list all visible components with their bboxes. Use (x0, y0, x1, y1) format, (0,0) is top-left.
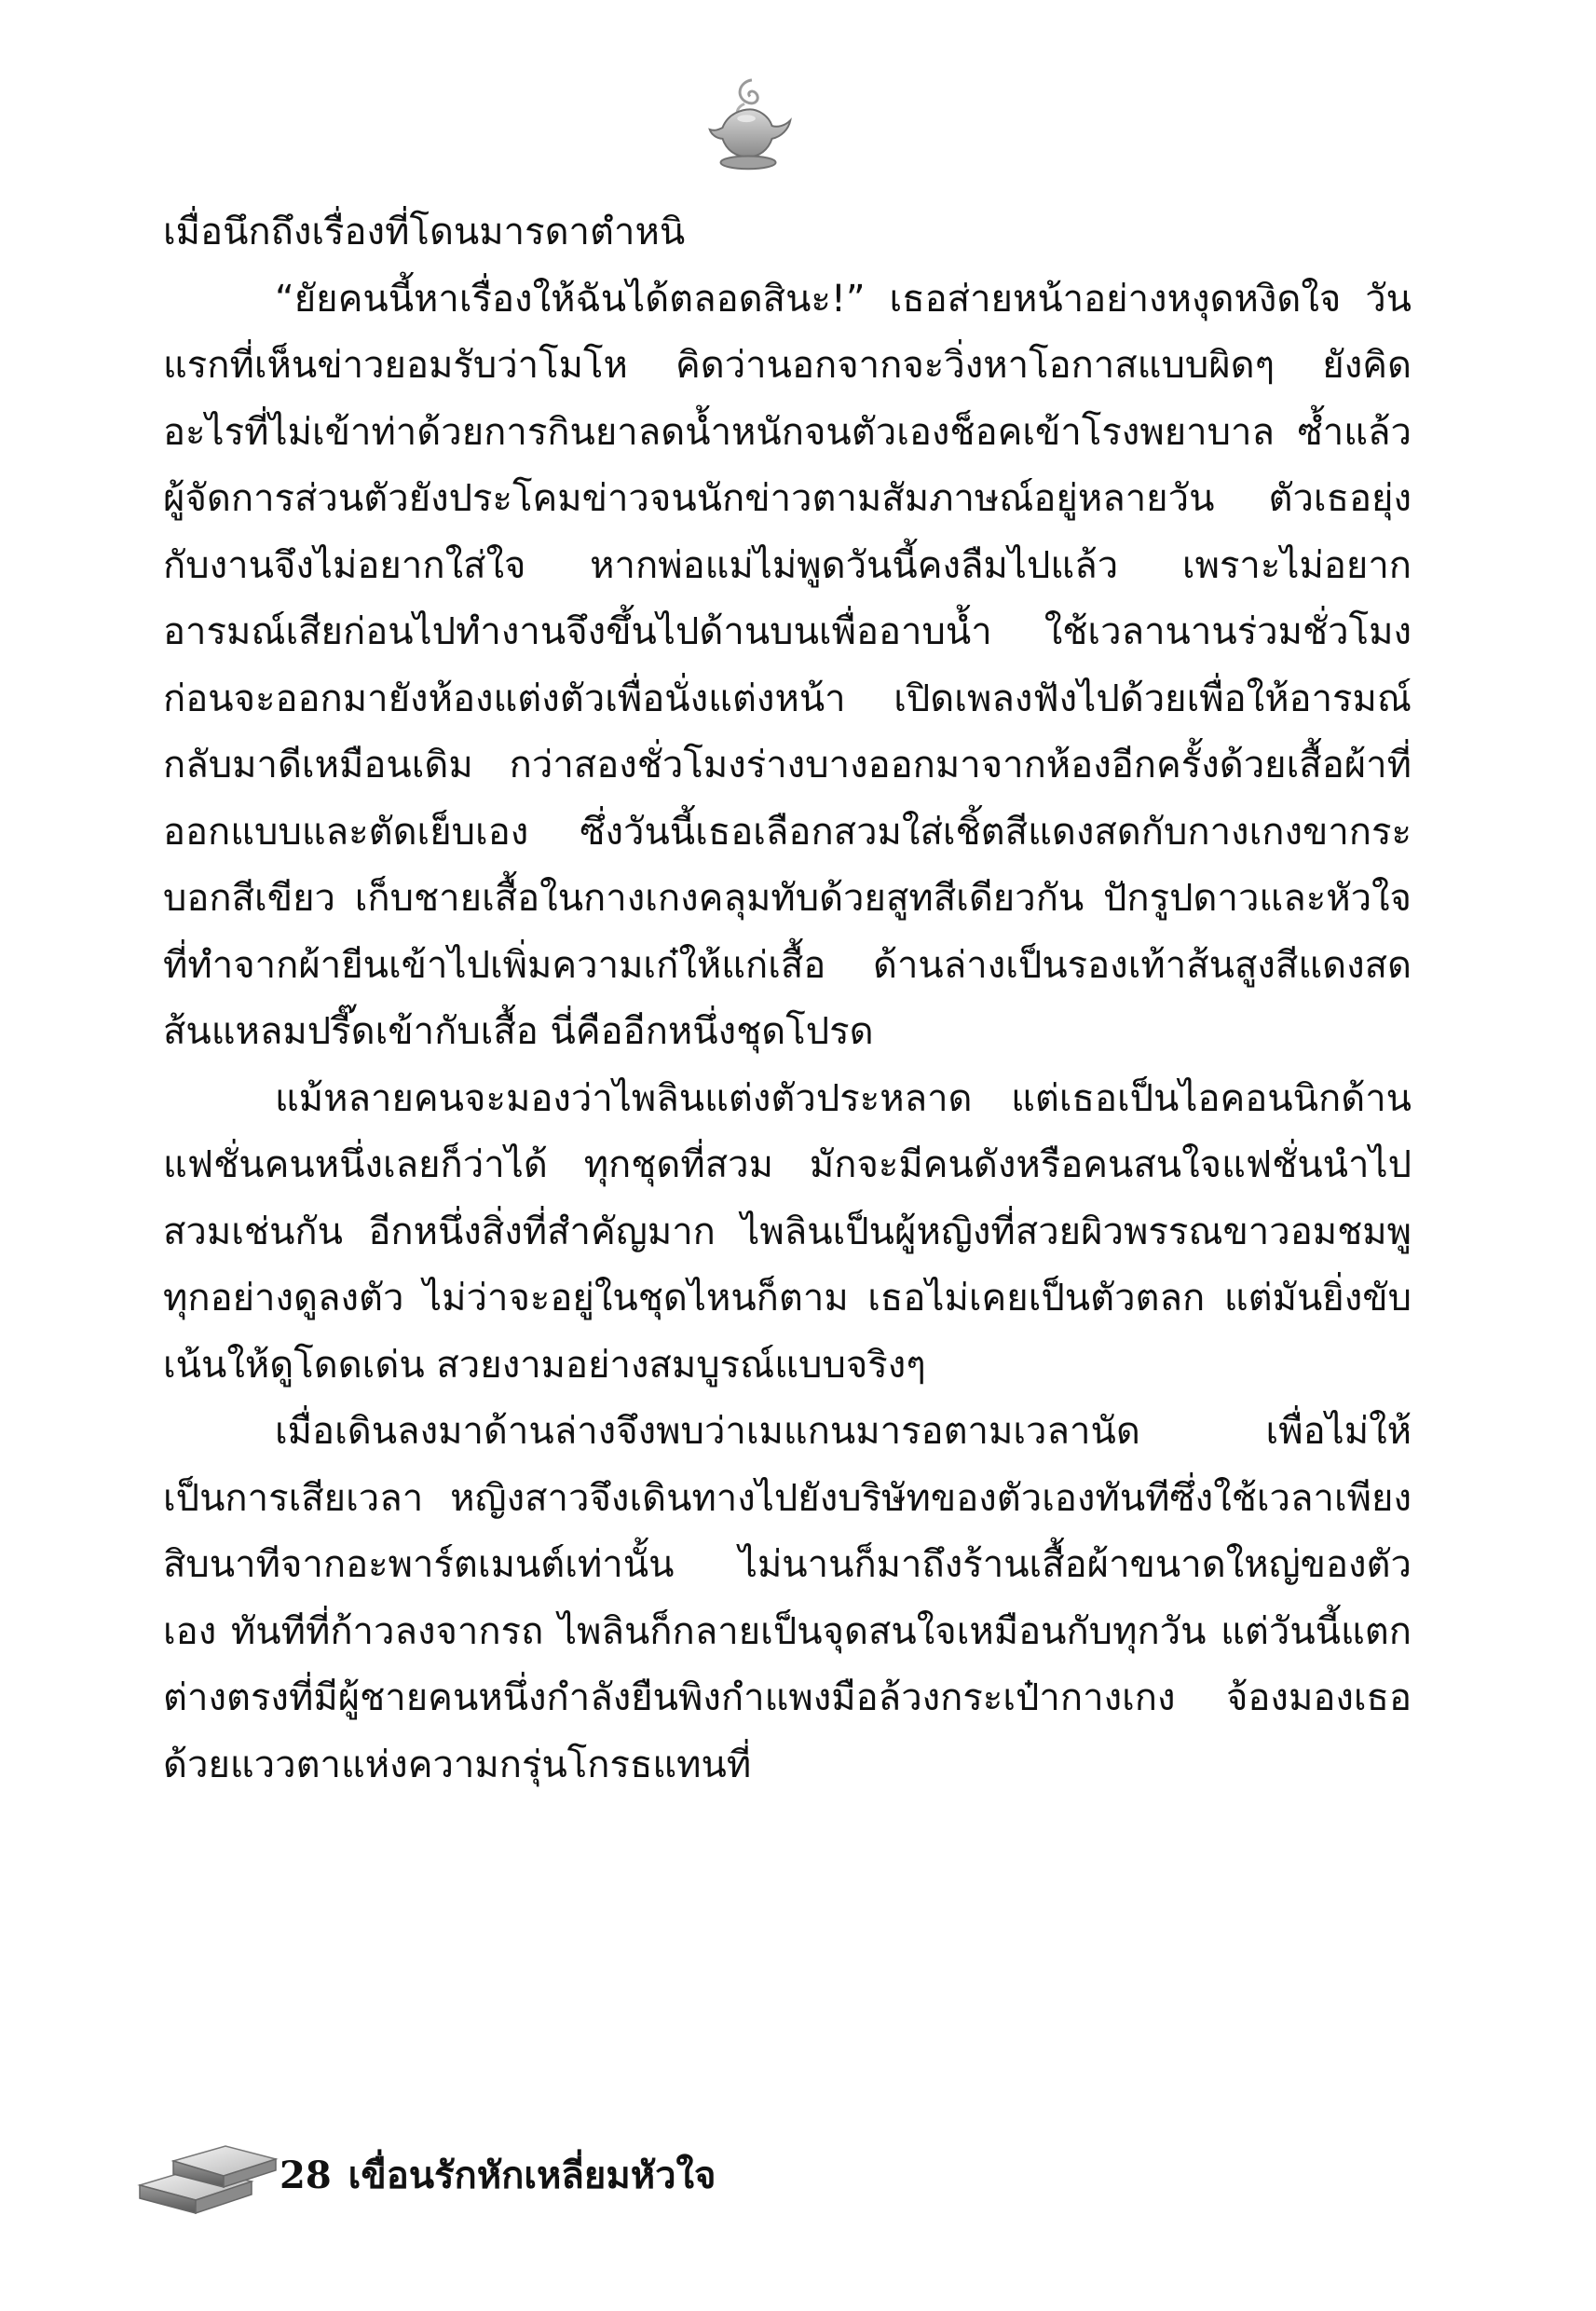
genie-lamp-icon (695, 73, 805, 183)
page-body (163, 199, 1412, 2040)
page-footer (130, 2120, 783, 2222)
body-paragraph: เมื่อเดินลงมาด้านล่างจึงพบว่าเมแกนมารอตามเวลานัด เพื่อไม่ให้เป็นการเสียเวลา หญิงสาวจึงเดินทางไปยังบริษัทของตัวเองทันทีซึ่งใช้เวลาเพียงสิบนาทีจากอะพาร์ตเมนต์เท่านั้น ไม่นานก็มาถึงร้านเสื้อผ้าขนาดใหญ่ของตัวเอง ทันทีที่ก้าวลงจากรถ ไพลินก็กลายเป็นจุดสนใจเหมือนกับทุกวัน แต่วันนี้แตกต่างตรงที่มีผู้ชายคนหนึ่งกำลังยืนพิงกำแพงมือล้วงกระเป๋ากางเกง จ้องมองเธอด้วยแววตาแห่งความกรุ่นโกรธแทนที่ (163, 1410, 1412, 1786)
body-paragraph: “ยัยคนนี้หาเรื่องให้ฉันได้ตลอดสินะ!” เธอส่ายหน้าอย่างหงุดหงิดใจ วันแรกที่เห็นข่าวยอมรับว่าโมโห คิดว่านอกจากจะวิ่งหาโอกาสแบบผิดๆ ยังคิดอะไรที่ไม่เข้าท่าด้วยการกินยาลดน้ำหนักจนตัวเองช็อคเข้าโรงพยาบาล ซ้ำแล้วผู้จัดการส่วนตัวยังประโคมข่าวจนนักข่าวตามสัมภาษณ์อยู่หลายวัน ตัวเธอยุ่งกับงานจึงไม่อยากใส่ใจ หากพ่อแม่ไม่พูดวันนี้คงลืมไปแล้ว เพราะไม่อยากอารมณ์เสียก่อนไปทำงานจึงขึ้นไปด้านบนเพื่ออาบน้ำ ใช้เวลานานร่วมชั่วโมง ก่อนจะออกมายังห้องแต่งตัวเพื่อนั่งแต่งหน้า เปิดเพลงฟังไปด้วยเพื่อให้อารมณ์กลับมาดีเหมือนเดิม กว่าสองชั่วโมงร่างบางออกมาจากห้องอีกครั้งด้วยเสื้อผ้าที่ออกแบบและตัดเย็บเอง ซึ่งวันนี้เธอเลือกสวมใส่เชิ้ตสีแดงสดกับกางเกงขากระบอกสีเขียว เก็บชายเสื้อในกางเกงคลุมทับด้วยสูทสีเดียวกัน ปักรูปดาวและหัวใจที่ทำจากผ้ายีนเข้าไปเพิ่มความเก๋ให้แก่เสื้อ ด้านล่างเป็นรองเท้าส้นสูงสีแดงสดส้นแหลมปรี๊ดเข้ากับเสื้อ นี่คืออีกหนึ่งชุดโปรด (163, 277, 1412, 1053)
page-number: 28 (280, 2154, 332, 2197)
body-paragraph: เมื่อนึกถึงเรื่องที่โดนมารดาตำหนิ (163, 211, 686, 253)
body-paragraph: แม้หลายคนจะมองว่าไพลินแต่งตัวประหลาด แต่เธอเป็นไอคอนนิกด้านแฟชั่นคนหนึ่งเลยก็ว่าได้ ทุกชุดที่สวม มักจะมีคนดังหรือคนสนใจแฟชั่นนำไปสวมเช่นกัน อีกหนึ่งสิ่งที่สำคัญมาก ไพลินเป็นผู้หญิงที่สวยผิวพรรณขาวอมชมพู ทุกอย่างดูลงตัว ไม่ว่าจะอยู่ในชุดไหนก็ตาม เธอไม่เคยเป็นตัวตลก แต่มันยิ่งขับเน้นให้ดูโดดเด่น สวยงามอย่างสมบูรณ์แบบจริงๆ (163, 1076, 1412, 1387)
gold-bars-icon (130, 2120, 289, 2222)
page-folio (280, 2150, 716, 2202)
book-title: เขื่อนรักหักเหลี่ยมหัวใจ (348, 2154, 716, 2197)
